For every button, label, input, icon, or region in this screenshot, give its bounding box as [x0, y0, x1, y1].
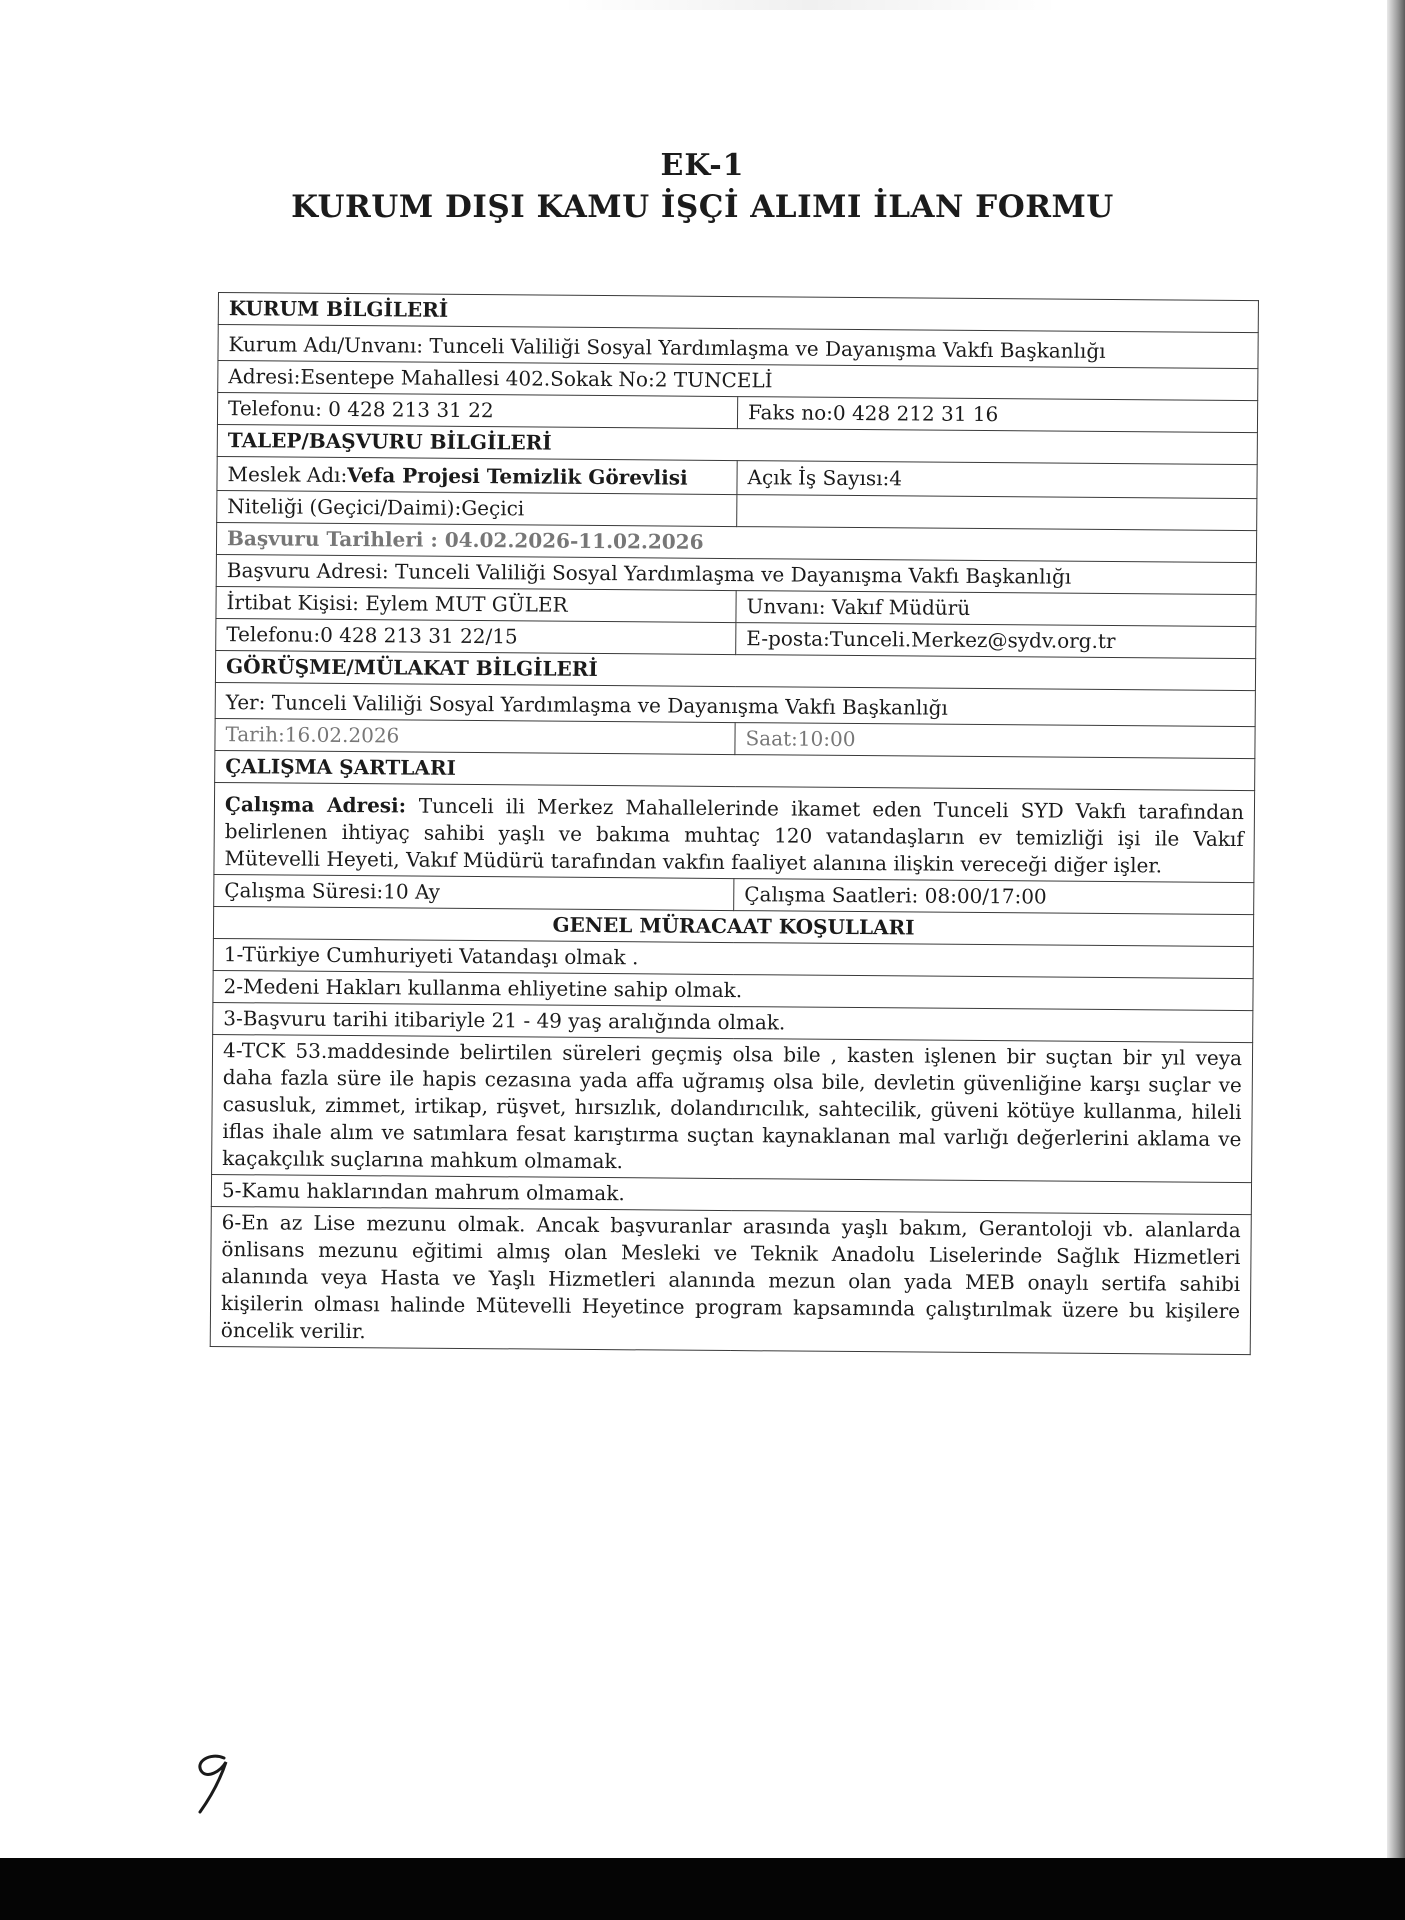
- work-address-value: Tunceli ili Merkez Mahallelerinde ikamet eden Tunceli SYD Vakfı tarafından belirlenen ihtiyaç sahibi yaşlı ve bakıma muhtaç 120 vatandaşların ev temizliği işi ile Vakıf Mütevelli Heyeti, Vakıf Müdürü tarafından vakfın faaliyet alanına ilişkin vereceği diğer işler.: [224, 793, 1245, 878]
- cell-job: [217, 456, 737, 494]
- cell-work-duration: [214, 874, 734, 910]
- section-heading-talep: TALEP/BAŞVURU BİLGİLERİ: [217, 424, 1257, 464]
- condition-row: [212, 1034, 1253, 1182]
- job-value: Vefa Projesi Temizlik Görevlisi: [347, 463, 688, 490]
- kurum-fax-label: Faks no:: [747, 400, 834, 425]
- email-label: E-posta:: [746, 626, 830, 651]
- scan-edge-bottom: [0, 1858, 1405, 1920]
- kurum-name-value: Tunceli Valiliği Sosyal Yardımlaşma ve Dayanışma Vakfı Başkanlığı: [429, 333, 1106, 363]
- document-title-block: [0, 148, 1405, 225]
- cell-work-address: [214, 782, 1255, 882]
- apply-address-value: Tunceli Valiliği Sosyal Yardımlaşma ve Dayanışma Vakfı Başkanlığı: [394, 559, 1072, 589]
- openings-label: Açık İş Sayısı:: [747, 465, 890, 491]
- kurum-phone-value: 0 428 213 31 22: [328, 396, 494, 423]
- condition-item: 5-Kamu haklarından mahrum olmamak.: [211, 1174, 1251, 1214]
- work-duration-value: 10 Ay: [383, 879, 441, 904]
- job-type-value: Geçici: [461, 495, 525, 521]
- annex-label: EK-1: [660, 148, 745, 183]
- announcement-form: [210, 292, 1258, 1355]
- email-value: Tunceli.Merkez@sydv.org.tr: [829, 626, 1116, 654]
- apply-dates-value: 04.02.2026-11.02.2026: [444, 527, 704, 554]
- apply-address-label: Başvuru Adresi:: [226, 558, 396, 584]
- interview-place-label: Yer:: [225, 690, 272, 715]
- section-heading-calisma: ÇALIŞMA ŞARTLARI: [215, 750, 1255, 790]
- interview-time-label: Saat:: [745, 726, 798, 751]
- condition-row: [210, 1206, 1251, 1354]
- scan-artifact: [560, 0, 1060, 10]
- cell-contact-phone: [216, 618, 736, 654]
- interview-time-value: 10:00: [797, 726, 856, 752]
- scan-edge-right: [1387, 0, 1405, 1920]
- contact-value: Eylem MUT GÜLER: [365, 591, 568, 617]
- condition-item: 6-En az Lise mezunu olmak. Ancak başvuranlar arasında yaşlı bakım, Gerantoloji vb. alanlarda önlisans mezunu eğitimi almış olan Mesleki ve Teknik Anadolu Liselerinde Sağlık Hizmetleri alanında veya Hasta ve Yaşlı Hizmetleri alanında mezun olan yada MEB onaylı sertifa sahibi kişilerin olması halinde Mütevelli Heyetince program kapsamında çalıştırılmak üzere bu kişilere öncelik verilir.: [210, 1206, 1251, 1354]
- form-title: KURUM DIŞI KAMU İŞÇİ ALIMI İLAN FORMU: [291, 189, 1114, 225]
- cell-contact-email: [736, 623, 1256, 659]
- kurum-address-value: Esentepe Mahallesi 402.Sokak No:2 TUNCELİ: [300, 364, 773, 393]
- work-hours-value: 08:00/17:00: [924, 883, 1047, 909]
- kurum-phone-label: Telefonu:: [227, 396, 329, 421]
- work-address-label: Çalışma Adresi:: [224, 792, 419, 818]
- condition-item: 4-TCK 53.maddesinde belirtilen süreleri geçmiş olsa bile , kasten işlenen bir suçtan bir yıl veya daha fazla süre ile hapis cezasına yada affa uğramış olsa bile, devletin güvenliğine karşı suçlar ve casusluk, zimmet, irtikap, rüşvet, hırsızlık, dolandırıcılık, sahtecilik, güveni kötüye kullanma, hileli iflas ihale alım ve satımlara fesat karıştırma suçtan kaynaklanan mal varlığı değerlerini aklama ve kaçakçılık suçlarına mahkum olmamak.: [212, 1034, 1253, 1182]
- apply-dates-label: Başvuru Tarihleri :: [226, 526, 445, 552]
- openings-value: 4: [889, 466, 903, 491]
- interview-date-label: Tarih:: [225, 722, 285, 747]
- section-heading-gorusme: GÖRÜŞME/MÜLAKAT BİLGİLERİ: [215, 650, 1255, 690]
- cell-contact-person: [216, 586, 736, 622]
- contact-title-value: Vakıf Müdürü: [831, 594, 971, 620]
- job-label: Meslek Adı:: [227, 462, 348, 488]
- section-heading-genel: GENEL MÜRACAAT KOŞULLARI: [213, 906, 1253, 946]
- form-table: [210, 292, 1259, 1355]
- interview-place-value: Tunceli Valiliği Sosyal Yardımlaşma ve Dayanışma Vakfı Başkanlığı: [271, 690, 948, 720]
- handwritten-page-number: [186, 1748, 246, 1818]
- cell-contact-title: [736, 591, 1256, 627]
- kurum-name-label: Kurum Adı/Unvanı:: [228, 332, 430, 358]
- cell-work-hours: [734, 879, 1254, 915]
- cell-openings: [737, 461, 1257, 499]
- section-heading-kurum: KURUM BİLGİLERİ: [218, 293, 1258, 333]
- interview-date-value: 16.02.2026: [284, 722, 400, 748]
- condition-item: 3-Başvuru tarihi itibariyle 21 - 49 yaş aralığında olmak.: [213, 1002, 1253, 1042]
- cell-kurum-phone: [217, 393, 737, 429]
- cell-kurum-fax: [737, 397, 1257, 433]
- contact-phone-value: 0 428 213 31 22/15: [320, 622, 518, 649]
- condition-item: 1-Türkiye Cumhuriyeti Vatandaşı olmak .: [213, 938, 1253, 978]
- cell-job-type: [217, 490, 737, 526]
- row-work-address: [214, 782, 1255, 882]
- work-duration-label: Çalışma Süresi:: [224, 878, 384, 904]
- work-hours-label: Çalışma Saatleri:: [744, 882, 925, 908]
- cell-interview-date: [215, 718, 735, 754]
- cell-interview-hour: [735, 723, 1255, 759]
- cell-empty: [737, 495, 1257, 531]
- kurum-address-label: Adresi:: [228, 364, 301, 389]
- condition-item: 2-Medeni Hakları kullanma ehliyetine sahip olmak.: [213, 970, 1253, 1010]
- contact-phone-label: Telefonu:: [226, 622, 321, 647]
- contact-label: İrtibat Kişisi:: [226, 590, 366, 616]
- job-type-label: Niteliği (Geçici/Daimi):: [227, 494, 462, 520]
- kurum-fax-value: 0 428 212 31 16: [832, 400, 999, 427]
- contact-title-label: Unvanı:: [746, 594, 832, 619]
